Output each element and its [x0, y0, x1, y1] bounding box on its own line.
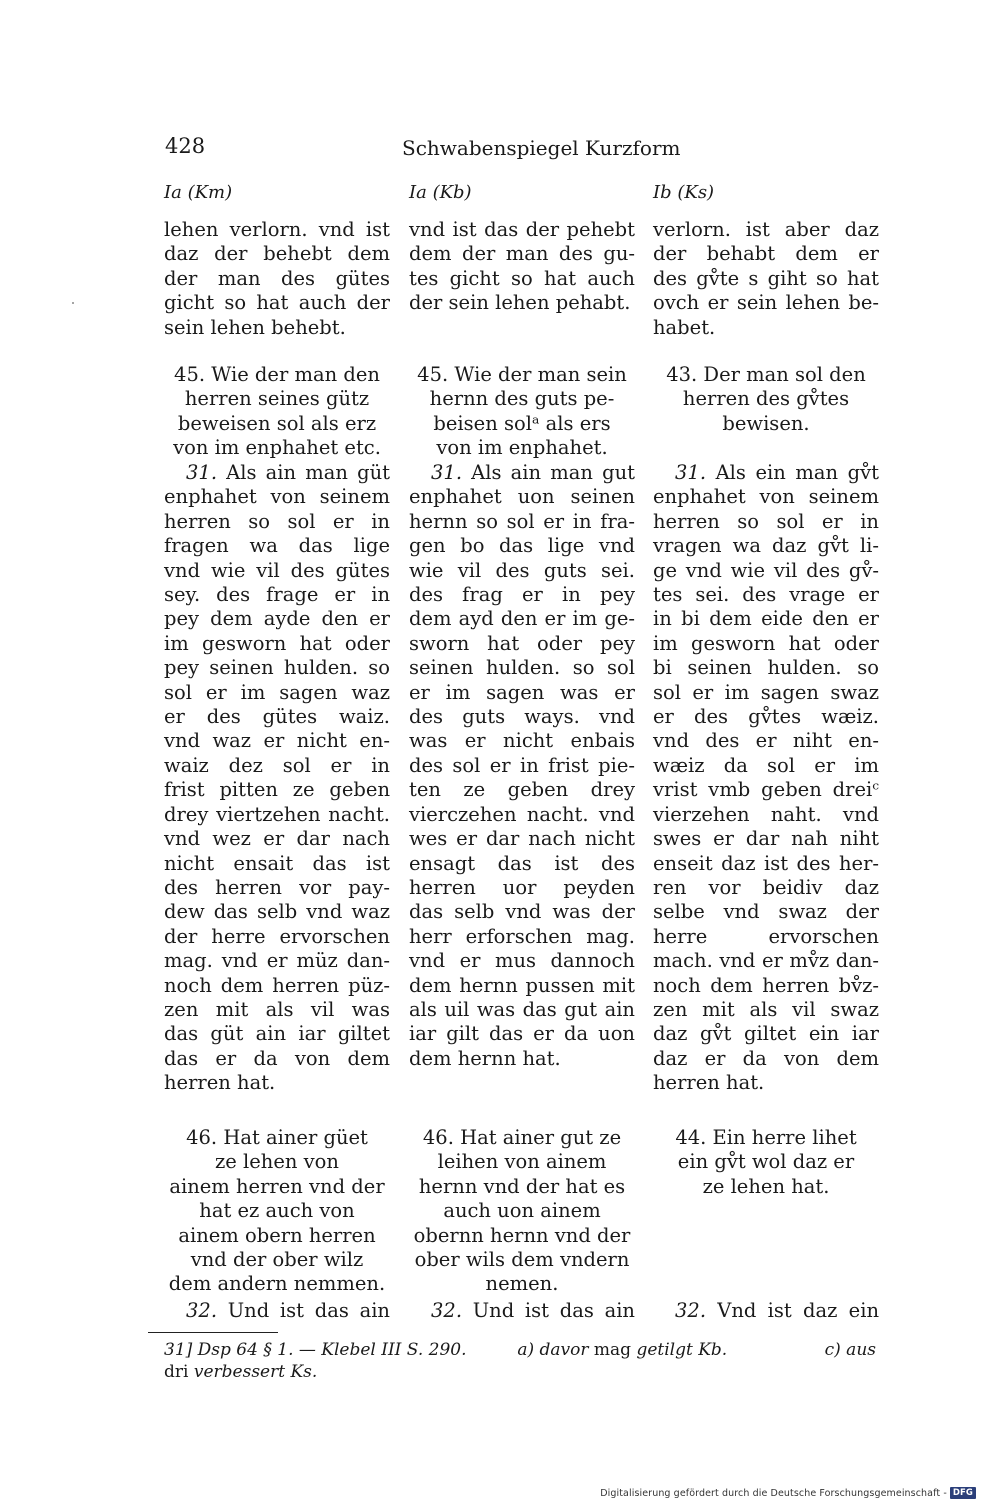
chapter-heading-line: von im enphahet etc. [173, 436, 381, 460]
chapter-heading-line: beisen solᵃ als ers [433, 411, 611, 435]
credit-text: Digitalisierung gefördert durch die Deutsche Forschungsgemeinschaft - [600, 1487, 947, 1499]
carryover-text-line: daz der behebt dem [164, 242, 390, 266]
footnote-a-label: a) davor [517, 1340, 589, 1360]
paragraph-31-line: ten ze geben drey [409, 778, 635, 802]
paragraph-31-line: ren vor beidiv daz [653, 875, 879, 899]
chapter-heading-line: herren seines gütz [184, 387, 370, 411]
chapter-heading-next-line: ze lehen von [215, 1150, 339, 1174]
carryover-text-line: sein lehen behebt. [164, 315, 346, 339]
paragraph-31-line: hernn so sol er in fra- [409, 509, 635, 533]
siglum: Ib (Ks) [653, 182, 715, 203]
carryover-text [164, 218, 390, 340]
chapter-heading-next-line: ein gv̊t wol daz er [677, 1150, 855, 1174]
paragraph-31-line: vnd wie vil des gütes [164, 558, 390, 582]
footnote-rule [148, 1332, 278, 1333]
paragraph-31-line: sol er im sagen waz [164, 680, 390, 704]
carryover-text-line: dem der man des gu- [409, 242, 635, 266]
paragraph-31 [164, 461, 390, 1096]
paragraph-31 [653, 461, 879, 1096]
chapter-heading-next-line: hat ez auch von [199, 1199, 355, 1223]
paragraph-31-line: das er da von dem [164, 1046, 390, 1070]
chapter-heading-line: 45. Wie der man den [174, 363, 380, 386]
paragraph-31-line: gen bo das lige vnd [409, 534, 635, 558]
carryover-text-line: gicht so hat auch der [164, 291, 390, 315]
paragraph-31-line: iar gilt das er da uon [409, 1022, 635, 1046]
paragraph-31-line: selbe vnd swaz der [653, 900, 879, 924]
paragraph-31-line: vnd des er niht en- [653, 729, 879, 753]
paragraph-31-line: herren hat. [164, 1071, 276, 1095]
carryover-text-line: der man des gütes [164, 266, 390, 290]
chapter-heading-line: von im enphahet. [436, 436, 608, 460]
paragraph-31-line: 31. Als ein man gv̊t [675, 461, 879, 484]
chapter-heading-next-line: leihen von ainem [437, 1150, 607, 1174]
chapter-heading-next [653, 1126, 879, 1199]
chapter-heading-next [164, 1126, 390, 1297]
carryover-text-line: vnd ist das der pehebt [409, 218, 635, 241]
chapter-heading-next-line: nemen. [485, 1272, 559, 1296]
paragraph-31-line: herre ervorschen [653, 924, 879, 948]
chapter-heading-next-line: 46. Hat ainer gut ze [422, 1126, 622, 1149]
paragraph-31-line: dem hernn pussen mit [409, 973, 635, 997]
paragraph-31-line: enseit daz ist des her- [653, 851, 879, 875]
chapter-heading-next-line: auch uon ainem [443, 1199, 601, 1223]
carryover-text-line: ovch er sein lehen be- [653, 291, 879, 315]
footnote-a-word: mag [593, 1340, 632, 1360]
paragraph-31-line: vragen wa daz gv̊t li- [653, 534, 879, 558]
chapter-heading-next-line: ainem herren vnd der [169, 1174, 385, 1198]
paragraph-31-line: er des gütes waiz. [164, 705, 390, 729]
paragraph-31-line: 31. Als ain man gut [431, 461, 635, 484]
chapter-heading-line: 45. Wie der man sein [417, 363, 627, 386]
paragraph-31-line: sworn hat oder pey [409, 631, 635, 655]
paragraph-31-line: des sol er in frist pie- [409, 753, 635, 777]
footnote-c-rest: verbessert Ks. [193, 1362, 318, 1382]
paragraph-31-line: nicht ensait das ist [164, 851, 390, 875]
chapter-heading [653, 363, 879, 436]
carryover-text-line: lehen verlorn. vnd ist [164, 218, 390, 241]
chapter-heading-line: hernn des guts pe- [429, 387, 615, 411]
paragraph-31-line: des guts ways. vnd [409, 705, 635, 729]
chapter-heading-line: herren des gv̊tes [682, 387, 850, 411]
chapter-heading-line: 43. Der man sol den [666, 363, 866, 386]
paragraph-31-line: wie vil des guts sei. [409, 558, 635, 582]
paragraph-31-line: als uil was das gut ain [409, 997, 635, 1021]
carryover-text-line: tes gicht so hat auch [409, 266, 635, 290]
chapter-heading-next-line: vnd der ober wilz [190, 1248, 364, 1272]
paragraph-31-line: vrist vmb geben dreiᶜ [653, 778, 879, 802]
paragraph-31-line: tes sei. des vrage er [653, 583, 879, 607]
chapter-heading-next [409, 1126, 635, 1297]
chapter-heading-next-line: ze lehen hat. [702, 1174, 830, 1198]
paragraph-31-line: dew das selb vnd waz [164, 900, 390, 924]
paragraph-31-line: enphahet von seinem [653, 485, 879, 509]
paragraph-number: 32. [186, 1299, 218, 1322]
carryover-text [653, 218, 879, 340]
paragraph-31-line: waiz dez sol er in [164, 753, 390, 777]
chapter-heading-next-line: obernn hernn vnd der [413, 1223, 631, 1247]
paragraph-31-line: er des gv̊tes wæiz. [653, 705, 879, 729]
paragraph-31-line: das güt ain iar giltet [164, 1022, 390, 1046]
paragraph-31-line: daz gv̊t giltet ein iar [653, 1022, 879, 1046]
chapter-heading-line: bewisen. [722, 411, 810, 435]
paragraph-31-line: enphahet uon seinen [409, 485, 635, 509]
paragraph-31-line: noch dem herren püz- [164, 973, 390, 997]
paragraph-32-line: 32. Und ist das ain [431, 1299, 635, 1322]
chapter-heading-next-line: ainem obern herren [178, 1223, 376, 1247]
paragraph-31-line: daz er da von dem [653, 1046, 879, 1070]
paragraph-31-line: 31. Als ain man güt [186, 461, 390, 484]
paragraph-number: 32. [431, 1299, 463, 1322]
paragraph-31-line: wes er dar nach nicht [409, 827, 635, 851]
paragraph-number: 31. [186, 461, 218, 484]
paragraph-31-line: vierzehen naht. vnd [653, 802, 879, 826]
carryover-text-line: verlorn. ist aber daz [653, 218, 879, 241]
paragraph-31-line: in bi dem eide den er [653, 607, 879, 631]
chapter-heading-next-line: dem andern nemmen. [168, 1272, 386, 1296]
paragraph-31-line: swes er dar nah niht [653, 827, 879, 851]
paragraph-31-line: im gesworn hat oder [653, 631, 879, 655]
paragraph-32-start [164, 1299, 390, 1323]
chapter-heading [409, 363, 635, 461]
siglum: Ia (Km) [164, 182, 233, 203]
paragraph-31-line: des frag er in pey [409, 583, 635, 607]
paragraph-31-line: das selb vnd was der [409, 900, 635, 924]
paragraph-31-line: des herren vor pay- [164, 875, 390, 899]
page-number: 428 [165, 134, 206, 158]
footnote-a-rest: getilgt Kb. [636, 1340, 728, 1360]
paragraph-32-line: 32. Vnd ist daz ein [675, 1299, 879, 1322]
paragraph-31-line: enphahet von seinem [164, 485, 390, 509]
footnote-c-label: c) aus [824, 1340, 876, 1360]
paragraph-31-line: herr erforschen mag. [409, 924, 635, 948]
paragraph-31-line: mag. vnd er müz dan- [164, 949, 390, 973]
paragraph-31-line: herren hat. [653, 1071, 765, 1095]
paragraph-31-line: noch dem herren bv̊z- [653, 973, 879, 997]
paragraph-31-line: dem ayd den er im ge- [409, 607, 635, 631]
chapter-heading [164, 363, 390, 461]
paragraph-31-line: vierczehen nacht. vnd [409, 802, 635, 826]
paragraph-32-start [653, 1299, 879, 1323]
paragraph-32-line: 32. Und ist das ain [186, 1299, 390, 1322]
paragraph-number: 31. [431, 461, 463, 484]
paragraph-31-line: dem hernn hat. [409, 1046, 561, 1070]
paragraph-31-line: pey dem ayde den er [164, 607, 390, 631]
chapter-heading-next-line: ober wils dem vndern [414, 1248, 630, 1272]
paragraph-31-line: vnd waz er nicht en- [164, 729, 390, 753]
paragraph-number: 32. [675, 1299, 707, 1322]
paragraph-31-line: herren uor peyden [409, 875, 635, 899]
carryover-text-line: der sein lehen pehabt. [409, 291, 631, 315]
footnote-c-word: dri [164, 1362, 189, 1382]
chapter-heading-next-line: hernn vnd der hat es [418, 1174, 626, 1198]
footnote-line-2 [164, 1361, 876, 1383]
paragraph-31-line: vnd er mus dannoch [409, 949, 635, 973]
running-head: Schwabenspiegel Kurzform [402, 136, 681, 160]
paragraph-31-line: was er nicht enbais [409, 729, 635, 753]
paragraph-31-line: frist pitten ze geben [164, 778, 390, 802]
paragraph-31-line: mach. vnd er mv̊z dan- [653, 949, 879, 973]
paragraph-31-line: ge vnd wie vil des gv̊- [653, 558, 879, 582]
paragraph-31-line: herren so sol er in [653, 509, 879, 533]
paragraph-31-line: bi seinen hulden. so [653, 656, 879, 680]
paragraph-31-line: sey. des frage er in [164, 583, 390, 607]
paragraph-31 [409, 461, 635, 1071]
footnote-ref-31: 31] Dsp 64 § 1. — Klebel III S. 290. [164, 1340, 467, 1360]
paragraph-31-line: pey seinen hulden. so [164, 656, 390, 680]
paragraph-32-start [409, 1299, 635, 1323]
paragraph-31-line: der herre ervorschen [164, 924, 390, 948]
paragraph-31-line: sol er im sagen swaz [653, 680, 879, 704]
paragraph-number: 31. [675, 461, 707, 484]
carryover-text-line: der behabt dem er [653, 242, 879, 266]
dfg-logo-icon: DFG [950, 1487, 976, 1499]
chapter-heading-line: beweisen sol als erz [177, 411, 377, 435]
siglum: Ia (Kb) [409, 182, 472, 203]
paragraph-31-line: wæiz da sol er im [653, 753, 879, 777]
paragraph-31-line: seinen hulden. so sol [409, 656, 635, 680]
paragraph-31-line: vnd wez er dar nach [164, 827, 390, 851]
paragraph-31-line: fragen wa das lige [164, 534, 390, 558]
carryover-text [409, 218, 635, 316]
chapter-heading-next-line: 44. Ein herre lihet [675, 1126, 857, 1149]
paragraph-31-line: er im sagen was er [409, 680, 635, 704]
chapter-heading-next-line: 46. Hat ainer güet [186, 1126, 368, 1149]
paragraph-31-line: im gesworn hat oder [164, 631, 390, 655]
paragraph-31-line: ensagt das ist des [409, 851, 635, 875]
carryover-text-line: habet. [653, 315, 716, 339]
paragraph-31-line: drey viertzehen nacht. [164, 802, 390, 826]
paragraph-31-line: herren so sol er in [164, 509, 390, 533]
digitization-credit [600, 1487, 976, 1499]
scan-speck [72, 302, 74, 304]
paragraph-31-line: zen mit als vil was [164, 997, 390, 1021]
carryover-text-line: des gv̊te s giht so hat [653, 266, 879, 290]
footnote-line-1 [164, 1339, 876, 1361]
paragraph-31-line: zen mit als vil swaz [653, 997, 879, 1021]
